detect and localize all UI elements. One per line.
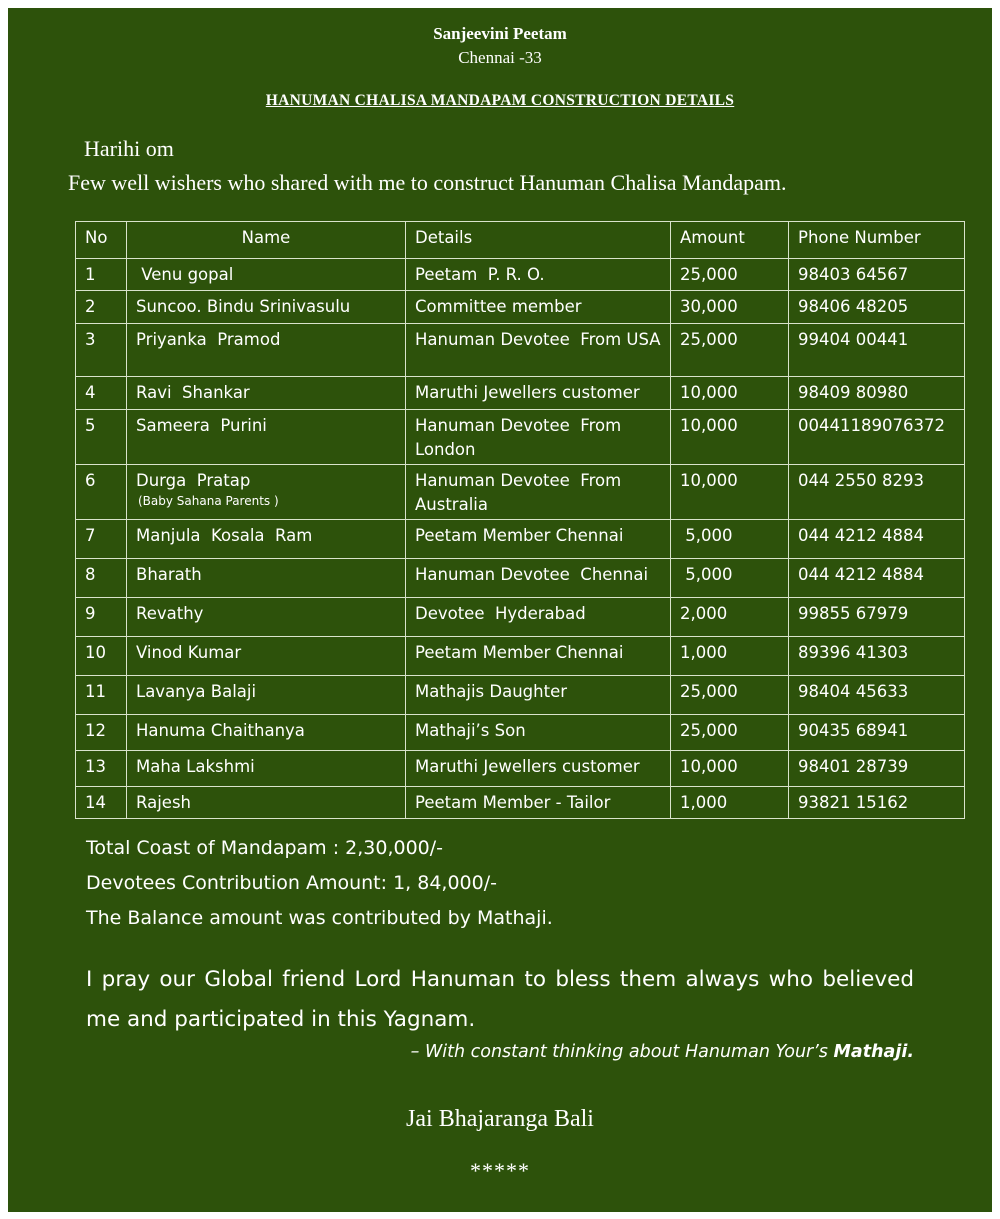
document-title: HANUMAN CHALISA MANDAPAM CONSTRUCTION DETAILS <box>265 92 735 109</box>
cell-name <box>127 410 406 465</box>
cell-amount-text: 10,000 <box>680 471 738 490</box>
cell-details-text: Peetam Member - Tailor <box>415 793 611 812</box>
cell-details <box>406 787 671 819</box>
cell-phone <box>789 291 965 324</box>
cell-phone-text: 044 4212 4884 <box>798 565 924 584</box>
cell-no-text: 3 <box>85 330 96 349</box>
cell-phone-text: 98403 64567 <box>798 265 909 284</box>
table-row <box>76 465 965 520</box>
cell-name-text: Sameera Purini <box>136 416 267 435</box>
cell-details <box>406 598 671 637</box>
cell-details-text: Hanuman Devotee From USA <box>415 330 661 349</box>
cell-details-text: Mathaji’s Son <box>415 721 526 740</box>
cell-phone <box>789 676 965 715</box>
cell-name <box>127 559 406 598</box>
closing-stars: ***** <box>470 1158 530 1183</box>
cell-no-text: 4 <box>85 383 96 402</box>
cell-name-text: Bharath <box>136 565 202 584</box>
signoff-text: – With constant thinking about Hanuman Your’s <box>410 1042 834 1062</box>
table-header-row <box>76 222 965 259</box>
cell-name-text: Venu gopal <box>136 265 234 284</box>
cell-phone <box>789 715 965 751</box>
cell-phone-text: 98409 80980 <box>798 383 909 402</box>
cell-no-text: 14 <box>85 793 106 812</box>
cell-name-text: Manjula Kosala Ram <box>136 526 313 545</box>
cell-name-text: Priyanka Pramod <box>136 330 281 349</box>
cell-no <box>76 598 127 637</box>
cell-amount-text: 30,000 <box>680 297 738 316</box>
cell-amount-text: 10,000 <box>680 757 738 776</box>
cell-phone <box>789 520 965 559</box>
cell-phone-text: 99404 00441 <box>798 330 909 349</box>
cell-no <box>76 465 127 520</box>
cell-name-text: Maha Lakshmi <box>136 757 255 776</box>
cell-name-text: Vinod Kumar <box>136 643 242 662</box>
cell-no <box>76 324 127 377</box>
cell-name <box>127 676 406 715</box>
cell-name <box>127 598 406 637</box>
cell-amount <box>671 787 789 819</box>
cell-phone <box>789 377 965 410</box>
cell-phone <box>789 559 965 598</box>
table-row <box>76 410 965 465</box>
org-name: Sanjeevini Peetam <box>433 24 567 43</box>
cell-no-text: 1 <box>85 265 96 284</box>
cell-name <box>127 520 406 559</box>
cell-amount <box>671 377 789 410</box>
cell-name-text: Rajesh <box>136 793 192 812</box>
cell-no-text: 13 <box>85 757 106 776</box>
cell-name <box>127 465 406 520</box>
cell-no-text: 5 <box>85 416 96 435</box>
column-header-name: Name <box>127 222 406 259</box>
cell-phone-text: 98401 28739 <box>798 757 909 776</box>
cell-amount-text: 25,000 <box>680 721 738 740</box>
table-row <box>76 291 965 324</box>
cell-details <box>406 465 671 520</box>
cell-no <box>76 520 127 559</box>
cell-name-text: Suncoo. Bindu Srinivasulu <box>136 297 351 316</box>
table-row <box>76 715 965 751</box>
document-panel <box>8 8 992 1212</box>
table-row <box>76 559 965 598</box>
org-city: Chennai -33 <box>458 48 542 67</box>
cell-amount-text: 25,000 <box>680 265 738 284</box>
cell-details-text: Mathajis Daughter <box>415 682 568 701</box>
cell-details <box>406 377 671 410</box>
cell-amount <box>671 520 789 559</box>
cell-amount <box>671 259 789 291</box>
cell-no <box>76 410 127 465</box>
signoff <box>411 1042 914 1062</box>
cell-amount <box>671 291 789 324</box>
cell-amount <box>671 751 789 787</box>
greeting: Harihi om <box>84 136 174 161</box>
cell-no <box>76 259 127 291</box>
cell-no-text: 8 <box>85 565 96 584</box>
cell-details <box>406 291 671 324</box>
blessing: Jai Bhajaranga Bali <box>406 1106 594 1132</box>
cell-name-text: Durga Pratap <box>136 471 251 490</box>
cell-name <box>127 377 406 410</box>
table-row <box>76 520 965 559</box>
cell-details-text: Maruthi Jewellers customer <box>415 383 640 402</box>
cell-details <box>406 559 671 598</box>
cell-amount <box>671 465 789 520</box>
table-row <box>76 637 965 676</box>
prayer-text: I pray our Global friend Lord Hanuman to bless them always who believed me and participated in this Yagnam. <box>86 967 914 1032</box>
cell-amount-text: 25,000 <box>680 682 738 701</box>
cell-phone <box>789 787 965 819</box>
cell-amount-text: 10,000 <box>680 383 738 402</box>
cell-details-text: Peetam Member Chennai <box>415 643 624 662</box>
cell-phone <box>789 259 965 291</box>
cell-name <box>127 787 406 819</box>
table-row <box>76 676 965 715</box>
cell-no <box>76 559 127 598</box>
cell-phone-text: 89396 41303 <box>798 643 909 662</box>
cell-no <box>76 291 127 324</box>
cell-amount-text: 2,000 <box>680 604 728 623</box>
cell-amount-text: 10,000 <box>680 416 738 435</box>
cell-name <box>127 637 406 676</box>
cell-no-text: 12 <box>85 721 106 740</box>
cell-phone-text: 98404 45633 <box>798 682 909 701</box>
cell-amount <box>671 676 789 715</box>
cell-details <box>406 676 671 715</box>
cell-phone-text: 044 2550 8293 <box>798 471 924 490</box>
cell-phone <box>789 637 965 676</box>
cell-name <box>127 324 406 377</box>
cell-name <box>127 291 406 324</box>
balance-note: The Balance amount was contributed by Mathaji. <box>86 907 553 929</box>
cell-phone <box>789 410 965 465</box>
cell-amount <box>671 715 789 751</box>
table-row <box>76 787 965 819</box>
cell-phone-text: 93821 15162 <box>798 793 909 812</box>
cell-phone-text: 99855 67979 <box>798 604 909 623</box>
cell-name-text: Lavanya Balaji <box>136 682 257 701</box>
cell-phone-text: 00441189076372 <box>798 416 945 435</box>
cell-no-text: 9 <box>85 604 96 623</box>
cell-no <box>76 637 127 676</box>
cell-phone <box>789 465 965 520</box>
cell-amount-text: 1,000 <box>680 793 728 812</box>
table-row <box>76 598 965 637</box>
column-header-details: Details <box>406 222 671 259</box>
cell-details <box>406 520 671 559</box>
cell-phone-text: 044 4212 4884 <box>798 526 924 545</box>
cell-details <box>406 715 671 751</box>
cell-amount-text: 1,000 <box>680 643 728 662</box>
cell-no <box>76 787 127 819</box>
cell-details-text: Hanuman Devotee From Australia <box>415 471 627 514</box>
cell-amount-text: 25,000 <box>680 330 738 349</box>
total-cost: Total Coast of Mandapam : 2,30,000/- <box>86 837 444 859</box>
cell-phone <box>789 598 965 637</box>
cell-amount-text: 5,000 <box>680 526 733 545</box>
cell-no-text: 7 <box>85 526 96 545</box>
cell-no <box>76 676 127 715</box>
table-row <box>76 377 965 410</box>
cell-no <box>76 715 127 751</box>
cell-details <box>406 259 671 291</box>
table-row <box>76 324 965 377</box>
cell-no <box>76 377 127 410</box>
cell-details-text: Peetam Member Chennai <box>415 526 624 545</box>
cell-name-text: Ravi Shankar <box>136 383 250 402</box>
cell-name <box>127 715 406 751</box>
cell-details-text: Committee member <box>415 297 582 316</box>
cell-details-text: Hanuman Devotee From London <box>415 416 627 459</box>
cell-details-text: Maruthi Jewellers customer <box>415 757 640 776</box>
cell-no-text: 6 <box>85 471 96 490</box>
column-header-amount: Amount <box>671 222 789 259</box>
cell-name <box>127 259 406 291</box>
cell-details-text: Hanuman Devotee Chennai <box>415 565 649 584</box>
cell-details-text: Devotee Hyderabad <box>415 604 586 623</box>
cell-amount <box>671 559 789 598</box>
cell-name-text: Hanuma Chaithanya <box>136 721 305 740</box>
donors-table <box>75 221 965 819</box>
cell-details <box>406 410 671 465</box>
cell-amount <box>671 637 789 676</box>
cell-phone <box>789 324 965 377</box>
cell-amount <box>671 410 789 465</box>
cell-no-text: 11 <box>85 682 106 701</box>
cell-details <box>406 637 671 676</box>
contribution-amount: Devotees Contribution Amount: 1, 84,000/- <box>86 872 497 894</box>
cell-name-text: Revathy <box>136 604 204 623</box>
cell-amount-text: 5,000 <box>680 565 733 584</box>
column-header-no: No <box>76 222 127 259</box>
cell-name <box>127 751 406 787</box>
cell-details <box>406 324 671 377</box>
cell-details-text: Peetam P. R. O. <box>415 265 545 284</box>
intro-text: Few well wishers who shared with me to construct Hanuman Chalisa Mandapam. <box>68 170 787 195</box>
table-row <box>76 751 965 787</box>
table-row <box>76 259 965 291</box>
cell-no-text: 10 <box>85 643 106 662</box>
cell-phone-text: 90435 68941 <box>798 721 909 740</box>
cell-no-text: 2 <box>85 297 96 316</box>
column-header-phone: Phone Number <box>789 222 965 259</box>
signoff-name: Mathaji. <box>833 1042 914 1062</box>
cell-details <box>406 751 671 787</box>
cell-name-note: (Baby Sahana Parents ) <box>138 494 279 508</box>
cell-no <box>76 751 127 787</box>
cell-phone <box>789 751 965 787</box>
cell-amount <box>671 598 789 637</box>
cell-phone-text: 98406 48205 <box>798 297 909 316</box>
cell-amount <box>671 324 789 377</box>
